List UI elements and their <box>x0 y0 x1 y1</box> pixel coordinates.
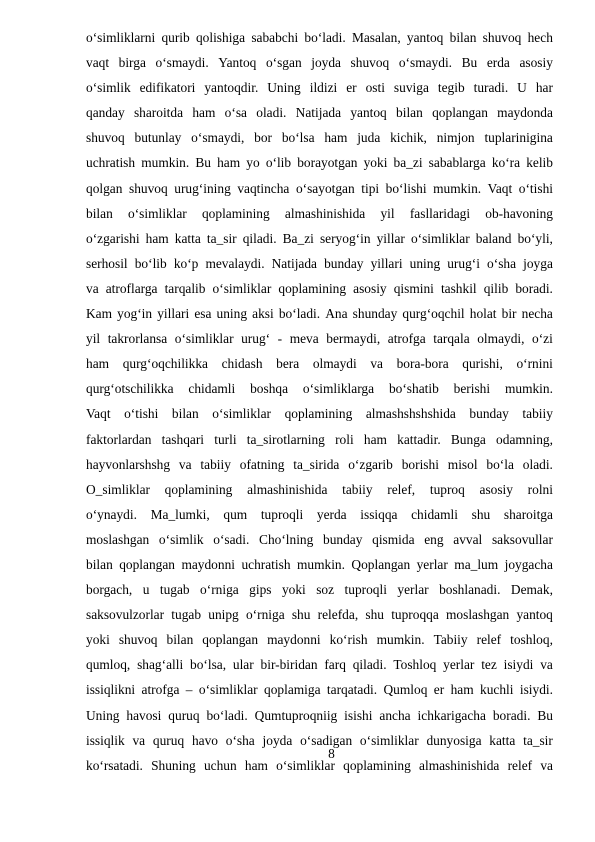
text-line: faktorlardan tashqari turli ta_sirotlarning roli ham kattadir. Bunga odamning, <box>86 431 553 447</box>
text-line: o‘zgarishi ham katta ta_sir qiladi. Ba_zi seryog‘in yillar o‘simliklar baland bo‘yli, <box>86 230 553 246</box>
text-line: yoki shuvoq bilan qoplangan maydonni ko‘rish mumkin. Tabiiy relef toshloq, <box>86 632 553 648</box>
text-line: serhosil bo‘lib ko‘p mevalaydi. Natijada bunday yillari uning urug‘i o‘sha joyga <box>86 255 553 271</box>
page-number: 8 <box>328 746 335 761</box>
text-line: o‘simliklarni qurib qolishiga sababchi bo‘ladi. Masalan, yantoq bilan shuvoq hech <box>86 30 553 45</box>
text-line: ko‘rsatadi. Shuning uchun ham o‘simliklar qoplamining almashinishida relef va <box>86 757 553 773</box>
text-line: issiqlik va quruq havo o‘sha joyda o‘sadigan o‘simliklar dunyosiga katta ta_sir <box>86 732 553 748</box>
text-line: bilan o‘simliklar qoplamining almashinishida yil fasllaridagi ob-havoning <box>86 205 553 221</box>
text-line: o‘simlik edifikatori yantoqdir. Uning ildizi er osti suviga tegib turadi. U har <box>86 80 553 96</box>
text-line: bilan qoplangan maydonni uchratish mumkin. Qoplangan yerlar ma_lum joygacha <box>86 556 553 572</box>
text-line: Uning havosi quruq bo‘ladi. Qumtuproqniig isishi ancha ichkarigacha boradi. Bu <box>86 707 553 723</box>
text-line: yil takrorlansa o‘simliklar urug‘ - meva bermaydi, atrofga tarqala olmaydi, o‘zi <box>86 331 553 347</box>
text-line: va atroflarga tarqalib o‘simliklar qoplamining asosiy qismini tashkil qilib boradi. <box>86 280 553 296</box>
text-line: hayvonlarshshg va tabiiy ofatning ta_sirida o‘zgarib borishi misol bo‘la oladi. <box>86 456 553 472</box>
text-line: borgach, u tugab o‘rniga gips yoki soz tuproqli yerlar boshlanadi. Demak, <box>86 582 553 598</box>
text-line: qumloq, shag‘alli bo‘lsa, ular bir-biridan farq qiladi. Toshloq yerlar tez isiydi va <box>86 657 553 673</box>
text-line: Kam yog‘in yillari esa uning aksi bo‘ladi. Ana shunday qurg‘oqchil holat bir necha <box>86 306 553 322</box>
text-line: qolgan shuvoq urug‘ining vaqtincha o‘sayotgan tipi bo‘lishi mumkin. Vaqt o‘tishi <box>86 180 553 196</box>
text-line: o‘ynaydi. Ma_lumki, qum tuproqli yerda issiqqa chidamli shu sharoitga <box>86 506 553 522</box>
body-text <box>86 25 553 778</box>
text-line: Vaqt o‘tishi bilan o‘simliklar qoplamining almashshshshida bunday tabiiy <box>86 406 553 422</box>
text-line: qurg‘otschilikka chidamli boshqa o‘simliklarga bo‘shatib berishi mumkin. <box>86 381 553 397</box>
text-line: vaqt birga o‘smaydi. Yantoq o‘sgan joyda shuvoq o‘smaydi. Bu erda asosiy <box>86 55 553 71</box>
text-line: saksovulzorlar tugab unipg o‘rniga shu relefda, shu tuproqqa moslashgan yantoq <box>86 607 553 623</box>
text-line: moslashgan o‘simlik o‘sadi. Cho‘lning bunday qismida eng avval saksovullar <box>86 531 553 547</box>
text-line: ham qurg‘oqchilikka chidash bera olmaydi va bora-bora qurishi, o‘rnini <box>86 356 553 372</box>
text-line: qanday sharoitda ham o‘sa oladi. Natijada yantoq bilan qoplangan maydonda <box>86 105 553 121</box>
text-line: O_simliklar qoplamining almashinishida tabiiy relef, tuproq asosiy rolni <box>86 481 553 497</box>
text-line: shuvoq butunlay o‘smaydi, bor bo‘lsa ham juda kichik, nimjon tuplarinigina <box>86 130 553 146</box>
text-line: issiqlikni atrofga – o‘simliklar qoplamiga tarqatadi. Qumloq er ham kuchli isiydi. <box>86 682 553 698</box>
text-line: uchratish mumkin. Bu ham yo o‘lib borayotgan yoki ba_zi sabablarga ko‘ra kelib <box>86 155 553 171</box>
